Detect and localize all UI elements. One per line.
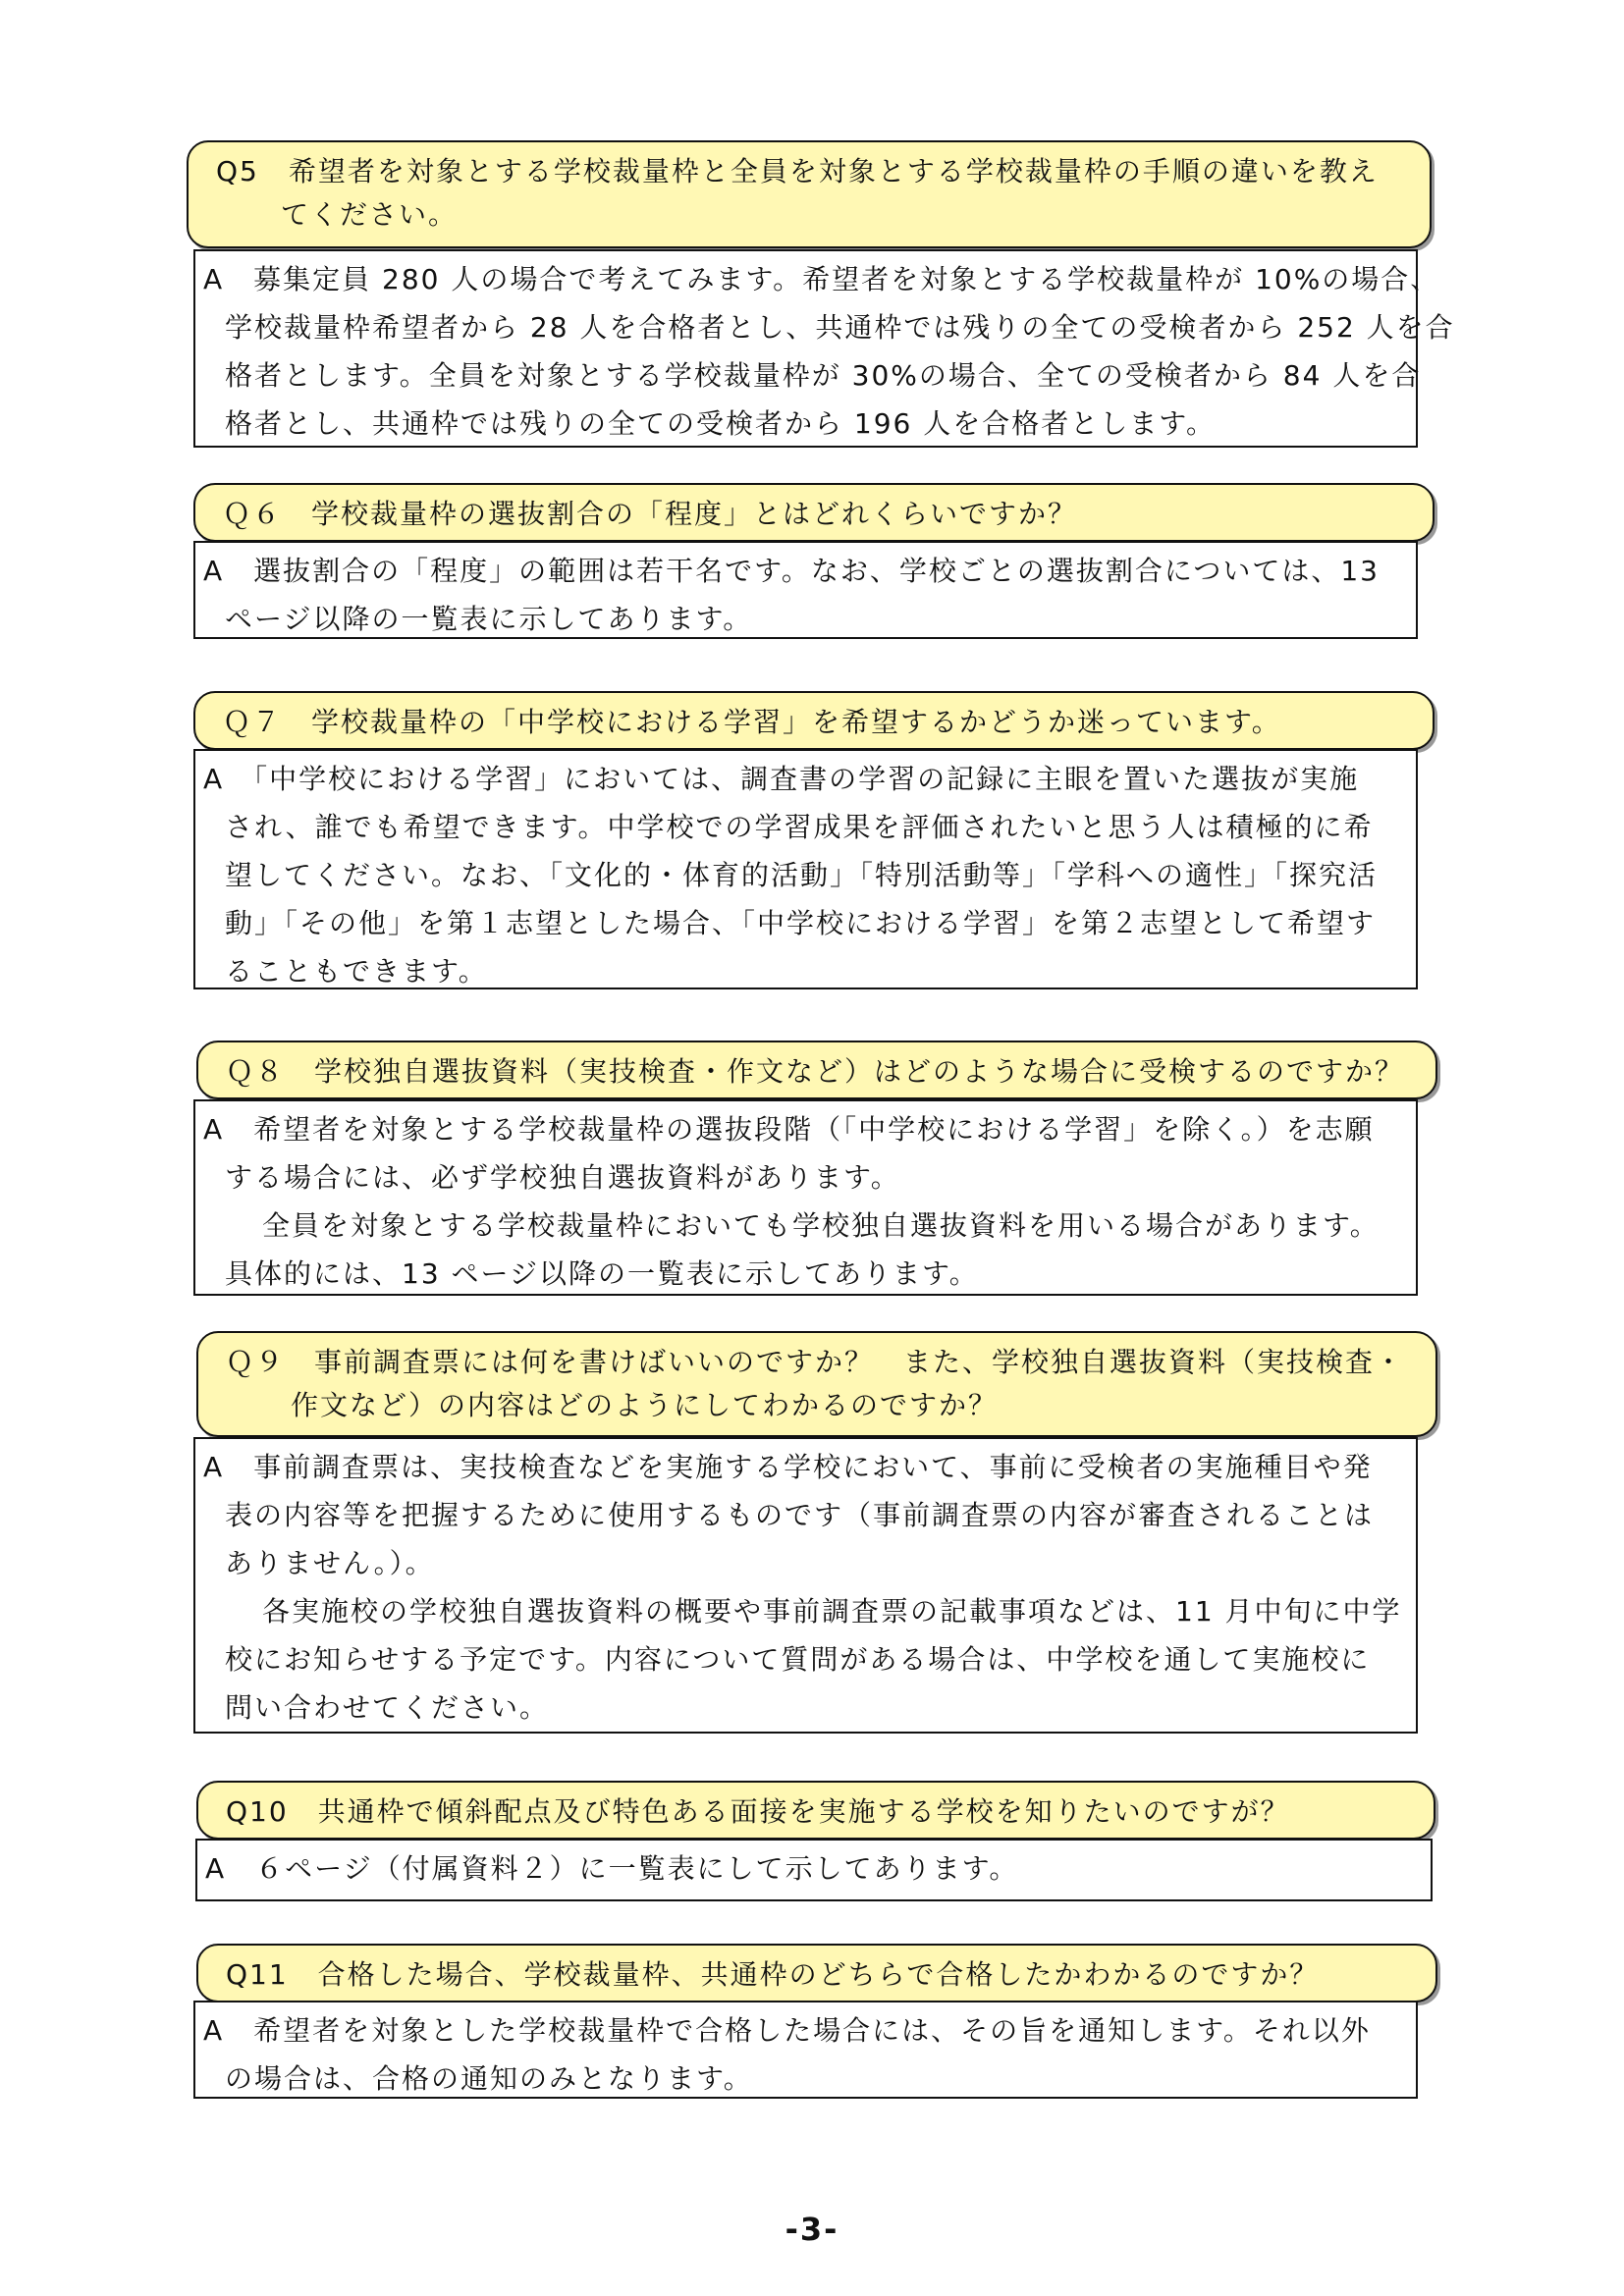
answer-text: A 希望者を対象とした学校裁量枠で合格した場合には、その旨を通知します。それ以外 (203, 2014, 1371, 2047)
answer-text: A 選抜割合の「程度」の範囲は若干名です。なお、学校ごとの選抜割合については、13 (203, 555, 1380, 587)
answer-text: 格者とし、共通枠では残りの全ての受検者から 196 人を合格者とします。 (225, 407, 1217, 440)
answer-text: A 事前調査票は、実技検査などを実施する学校において、事前に受検者の実施種目や発 (203, 1451, 1373, 1483)
answer-a11 (193, 2001, 1418, 2099)
answer-text: する場合には、必ず学校独自選抜資料があります。 (225, 1161, 900, 1194)
answer-text: 格者とします。全員を対象とする学校裁量枠が 30%の場合、全ての受検者から 84 人を合 (225, 359, 1422, 392)
answer-text: ありません。）。 (225, 1547, 435, 1579)
question-text: てください。 (281, 198, 459, 231)
answer-text: 各実施校の学校独自選抜資料の概要や事前調査票の記載事項などは、11 月中旬に中学 (262, 1595, 1402, 1628)
question-text: Ｑ６ 学校裁量枠の選抜割合の「程度」とはどれくらいですか？ (223, 498, 1078, 530)
answer-text: 表の内容等を把握するために使用するものです（事前調査票の内容が審査されることは (225, 1499, 1375, 1531)
question-q11 (196, 1944, 1437, 2002)
question-text: Ｑ８ 学校独自選抜資料（実技検査・作文など）はどのような場合に受検するのですか？ (226, 1055, 1405, 1088)
answer-a6 (193, 541, 1418, 639)
answer-text: 校にお知らせする予定です。内容について質問がある場合は、中学校を通して実施校に (225, 1643, 1371, 1676)
answer-text: 望してください。なお、「文化的・体育的活動」「特別活動等」「学科への適性」「探究活 (225, 859, 1379, 891)
answer-a8 (193, 1099, 1418, 1296)
question-q10 (196, 1781, 1435, 1840)
question-q7 (193, 691, 1435, 750)
question-text: Q11 合格した場合、学校裁量枠、共通枠のどちらで合格したかわかるのですか？ (226, 1958, 1320, 1991)
question-text: Q10 共通枠で傾斜配点及び特色ある面接を実施する学校を知りたいのですが？ (226, 1795, 1290, 1828)
question-q8 (196, 1041, 1437, 1099)
answer-text: A ６ページ（付属資料２）に一覧表にして示してあります。 (205, 1852, 1019, 1885)
question-text: Ｑ９ 事前調査票には何を書けばいいのですか？ また、学校独自選抜資料（実技検査・ (226, 1346, 1405, 1378)
question-text: Ｑ７ 学校裁量枠の「中学校における学習」を希望するかどうか迷っています。 (223, 706, 1281, 738)
question-q9 (196, 1331, 1437, 1437)
answer-text: 全員を対象とする学校裁量枠においても学校独自選抜資料を用いる場合があります。 (262, 1209, 1380, 1242)
answer-text: 学校裁量枠希望者から 28 人を合格者とし、共通枠では残りの全ての受検者から 252 人を合 (225, 311, 1455, 344)
question-text: 作文など）の内容はどのようにしてわかるのですか？ (291, 1389, 999, 1421)
answer-a9 (193, 1437, 1418, 1734)
answer-a10 (195, 1839, 1433, 1901)
question-text: Q5 希望者を対象とする学校裁量枠と全員を対象とする学校裁量枠の手順の違いを教え (216, 155, 1379, 187)
question-q5 (187, 140, 1432, 248)
answer-text: 動」「その他」を第１志望とした場合、「中学校における学習」を第２志望として希望す (225, 907, 1377, 939)
answer-text: され、誰でも希望できます。中学校での学習成果を評価されたいと思う人は積極的に希 (225, 811, 1374, 843)
answer-text: A 募集定員 280 人の場合で考えてみます。希望者を対象とする学校裁量枠が 10%の場合、 (203, 263, 1440, 295)
answer-a7 (193, 749, 1418, 989)
answer-a5 (193, 249, 1455, 448)
answer-text: A 希望者を対象とする学校裁量枠の選抜段階（「中学校における学習」を除く。）を志願 (203, 1113, 1375, 1146)
answer-text: 具体的には、13 ページ以降の一覧表に示してあります。 (225, 1257, 979, 1290)
answer-text: ページ以降の一覧表に示してあります。 (225, 603, 753, 635)
answer-text: の場合は、合格の通知のみとなります。 (225, 2062, 753, 2095)
answer-text: 問い合わせてください。 (225, 1691, 550, 1724)
page-number: -3- (785, 2211, 839, 2248)
question-q6 (193, 483, 1435, 542)
answer-text: ることもできます。 (225, 955, 488, 988)
answer-text: A 「中学校における学習」においては、調査書の学習の記録に主眼を置いた選抜が実施 (203, 763, 1360, 795)
